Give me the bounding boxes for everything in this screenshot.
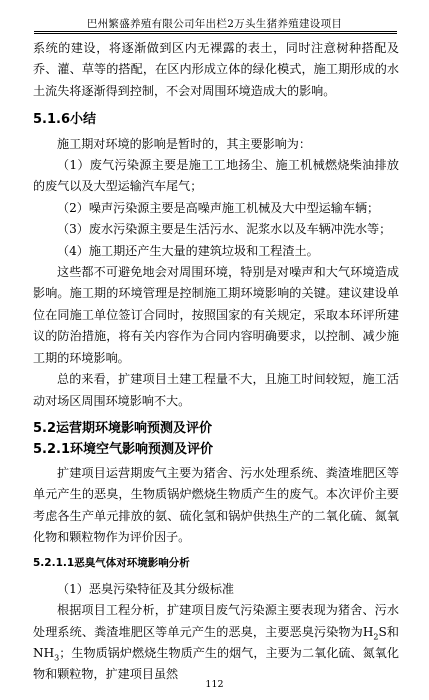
paragraph <box>33 600 399 686</box>
text-run: ；生物质锅炉燃烧生物质产生的烟气，主要为二氧化硫、氮氧化物和颗粒物，扩建项目虽然 <box>33 645 399 682</box>
list-item: （3）废水污染源主要是生活污水、泥浆水以及车辆冲洗水等； <box>57 222 392 237</box>
list-item: （1）恶臭污染特征及其分级标准 <box>57 581 235 596</box>
page-content <box>33 38 399 686</box>
list-item: （4）施工期还产生大量的建筑垃圾和工程渣土。 <box>57 243 319 258</box>
paragraph: 总的来看，扩建项目土建工程量不大，且施工时间较短，施工活动对场区周围环境影响不大。 <box>33 372 399 408</box>
header-rule-thin <box>34 33 397 34</box>
section-heading-5-1-6: 5.1.6小结 <box>33 112 97 128</box>
page-number: 112 <box>205 679 224 690</box>
text-run: 根据项目工程分析，扩建项目废气污染源主要表现为猪舍、污水处理系统、粪渣堆肥区等单元产生的恶臭，主要恶臭污染物为H <box>33 603 399 639</box>
paragraph: 施工期对环境的影响是暂时的，其主要影响为： <box>57 136 311 151</box>
section-heading-5-2-1-1: 5.2.1.1恶臭气体对环境影响分析 <box>33 557 190 570</box>
paragraph: 这些都不可避免地会对周围环境，特别是对噪声和大气环境造成影响。施工期的环境管理是控制施工期环境影响的关键。建议建设单位在同施工单位签订合同时，按照国家的有关规定，采取本环评所建议的防治措施，将有关内容作为合同内容明确要求，以控制、减少施工期的环境影响。 <box>33 265 399 365</box>
subscript: 2 <box>373 631 379 641</box>
paragraph: 扩建项目运营期废气主要为猪舍、污水处理系统、粪渣堆肥区等单元产生的恶臭，生物质锅炉燃烧生物质产生的废气。本次评价主要考虑各生产单元排放的氨、硫化氢和锅炉供热生产的二氧化硫、氮氧化物和颗粒物作为评价因子。 <box>33 465 399 544</box>
section-heading-5-2: 5.2运营期环境影响预测及评价 <box>33 420 213 436</box>
page-header: 巴州繁盛养殖有限公司年出栏2万头生猪养殖建设项目 <box>86 18 343 30</box>
list-item: （2）噪声污染源主要是高噪声施工机械及大中型运输车辆； <box>57 200 380 215</box>
list-item: （1）废气污染源主要是施工工地扬尘、施工机械燃烧柴油排放的废气以及大型运输汽车尾气； <box>33 158 399 194</box>
header-rule <box>34 31 397 32</box>
subscript: 3 <box>54 653 60 663</box>
paragraph: 系统的建设，将逐渐做到区内无裸露的表土，同时注意树种搭配及乔、灌、草等的搭配，在区内形成立体的绿化模式，施工期形成的水土流失将逐渐得到控制，不会对周围环境造成大的影响。 <box>33 41 399 98</box>
text-run: S和NH <box>33 624 399 660</box>
section-heading-5-2-1: 5.2.1环境空气影响预测及评价 <box>33 442 214 458</box>
